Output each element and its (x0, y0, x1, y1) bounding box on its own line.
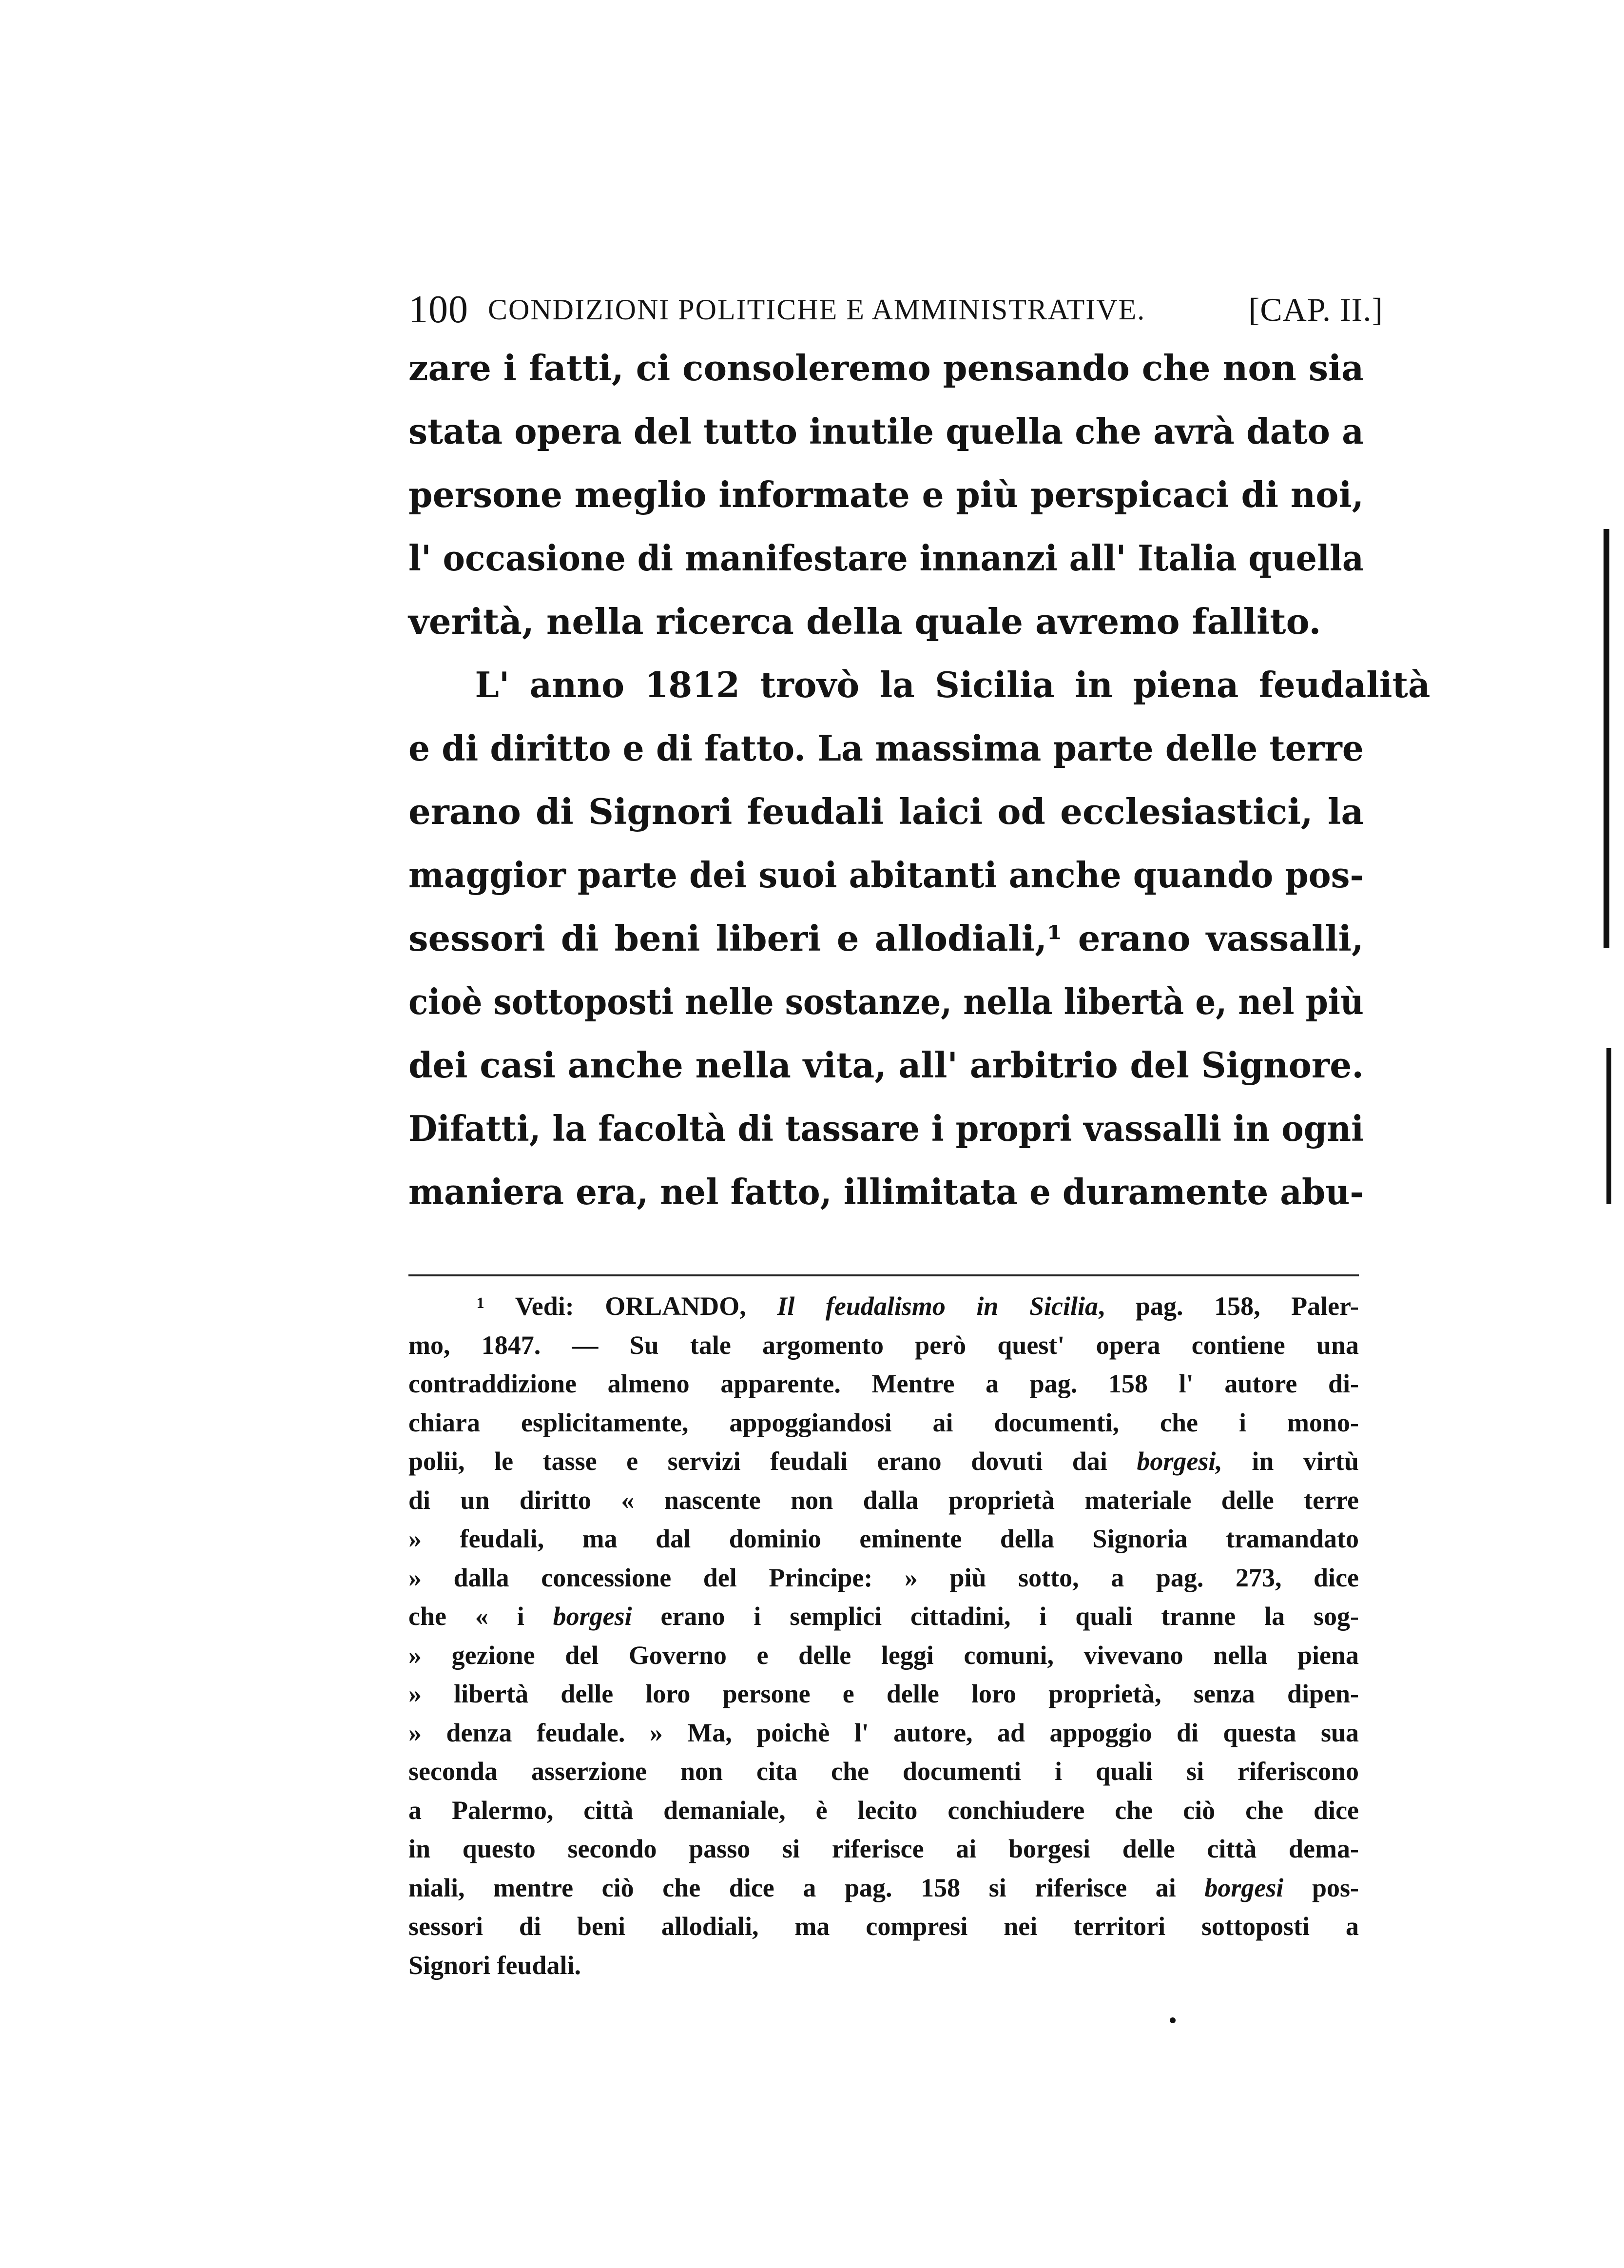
footnote-line (408, 1287, 1359, 1326)
text-line: stata opera del tutto inutile quella che avrà dato a (408, 411, 1364, 452)
footnote-text: ¹ Vedi: ORLANDO, (477, 1291, 777, 1321)
running-header (408, 283, 1383, 336)
footnote-line: sessori di beni allodiali, ma compresi nei territori sottoposti a (408, 1912, 1359, 1941)
footnote-line: » gezione del Governo e delle leggi comuni, vivevano nella piena (408, 1640, 1359, 1670)
text-line: maniera era, nel fatto, illimitata e duramente abu- (408, 1171, 1364, 1212)
footnote-text: polii, le tasse e servizi feudali erano dovuti dai (408, 1447, 1137, 1476)
footnote-line: » libertà delle loro persone e delle loro proprietà, senza dipen- (408, 1679, 1359, 1708)
running-title: CONDIZIONI POLITICHE E AMMINISTRATIVE. (488, 293, 1146, 326)
scan-edge-mark (1606, 1048, 1611, 1204)
footnote-text: , pag. 158, Paler- (1098, 1291, 1359, 1321)
page-number: 100 (408, 288, 468, 331)
footnote-italic: borgesi, (1137, 1447, 1222, 1476)
footnote (408, 1287, 1359, 1985)
footnote-line (408, 1869, 1359, 1908)
footnote-line: » feudali, ma dal dominio eminente della Signoria tramandato (408, 1524, 1359, 1553)
text-line: zare i fatti, ci consoleremo pensando che non sia (408, 347, 1364, 389)
footnote-line: » denza feudale. » Ma, poichè l' autore, ad appoggio di questa sua (408, 1718, 1359, 1747)
footnote-text: niali, mentre ciò che dice a pag. 158 si riferisce ai (408, 1873, 1205, 1902)
footnote-text: in virtù (1222, 1447, 1359, 1476)
text-line: e di diritto e di fatto. La massima parte delle terre (408, 727, 1364, 769)
footnote-line: Signori feudali. (408, 1950, 581, 1980)
text-line: dei casi anche nella vita, all' arbitrio del Signore. (408, 1044, 1364, 1086)
text-line: Difatti, la facoltà di tassare i propri vassalli in ogni (408, 1108, 1364, 1149)
scan-edge-mark (1170, 2017, 1176, 2023)
paragraph-start-line: L' anno 1812 trovò la Sicilia in piena feudalità (475, 664, 1431, 705)
text-line: verità, nella ricerca della quale avremo fallito. (408, 601, 1321, 642)
text-line: maggior parte dei suoi abitanti anche quando pos- (408, 854, 1364, 896)
scan-edge-mark (1604, 529, 1609, 948)
text-line: persone meglio informate e più perspicaci di noi, (408, 474, 1364, 515)
text-line: sessori di beni liberi e allodiali,¹ erano vassalli, (408, 918, 1364, 959)
text-line: l' occasione di manifestare innanzi all' Italia quella (408, 537, 1364, 579)
footnote-line (408, 1597, 1359, 1636)
text-line: erano di Signori feudali laici od ecclesiastici, la (408, 791, 1364, 832)
footnote-line: seconda asserzione non cita che documenti i quali si riferiscono (408, 1757, 1359, 1786)
footnote-line: a Palermo, città demaniale, è lecito conchiudere che ciò che dice (408, 1795, 1359, 1825)
footnote-text: erano i semplici cittadini, i quali tranne la sog- (632, 1602, 1359, 1631)
footnote-text: che « i (408, 1602, 553, 1631)
footnote-line: mo, 1847. — Su tale argomento però quest' opera contiene una (408, 1330, 1359, 1360)
main-text (408, 336, 1431, 1224)
footnote-line: di un diritto « nascente non dalla proprietà materiale delle terre (408, 1485, 1359, 1515)
footnote-line: contraddizione almeno apparente. Mentre a pag. 158 l' autore di- (408, 1369, 1359, 1398)
footnote-title-italic: Il feudalismo in Sicilia (777, 1291, 1098, 1321)
footnote-italic: borgesi (553, 1602, 632, 1631)
footnote-line: » dalla concessione del Principe: » più sotto, a pag. 273, dice (408, 1563, 1359, 1592)
footnote-line (408, 1442, 1359, 1481)
text-line: cioè sottoposti nelle sostanze, nella libertà e, nel più (408, 981, 1364, 1022)
footnote-italic: borgesi (1204, 1873, 1284, 1902)
footnote-line: in questo secondo passo si riferisce ai borgesi delle città dema- (408, 1834, 1359, 1863)
chapter-label: [CAP. II.] (1248, 291, 1383, 328)
footnote-divider (408, 1274, 1359, 1276)
footnote-line: chiara esplicitamente, appoggiandosi ai documenti, che i mono- (408, 1408, 1359, 1437)
footnote-text: pos- (1283, 1873, 1359, 1902)
